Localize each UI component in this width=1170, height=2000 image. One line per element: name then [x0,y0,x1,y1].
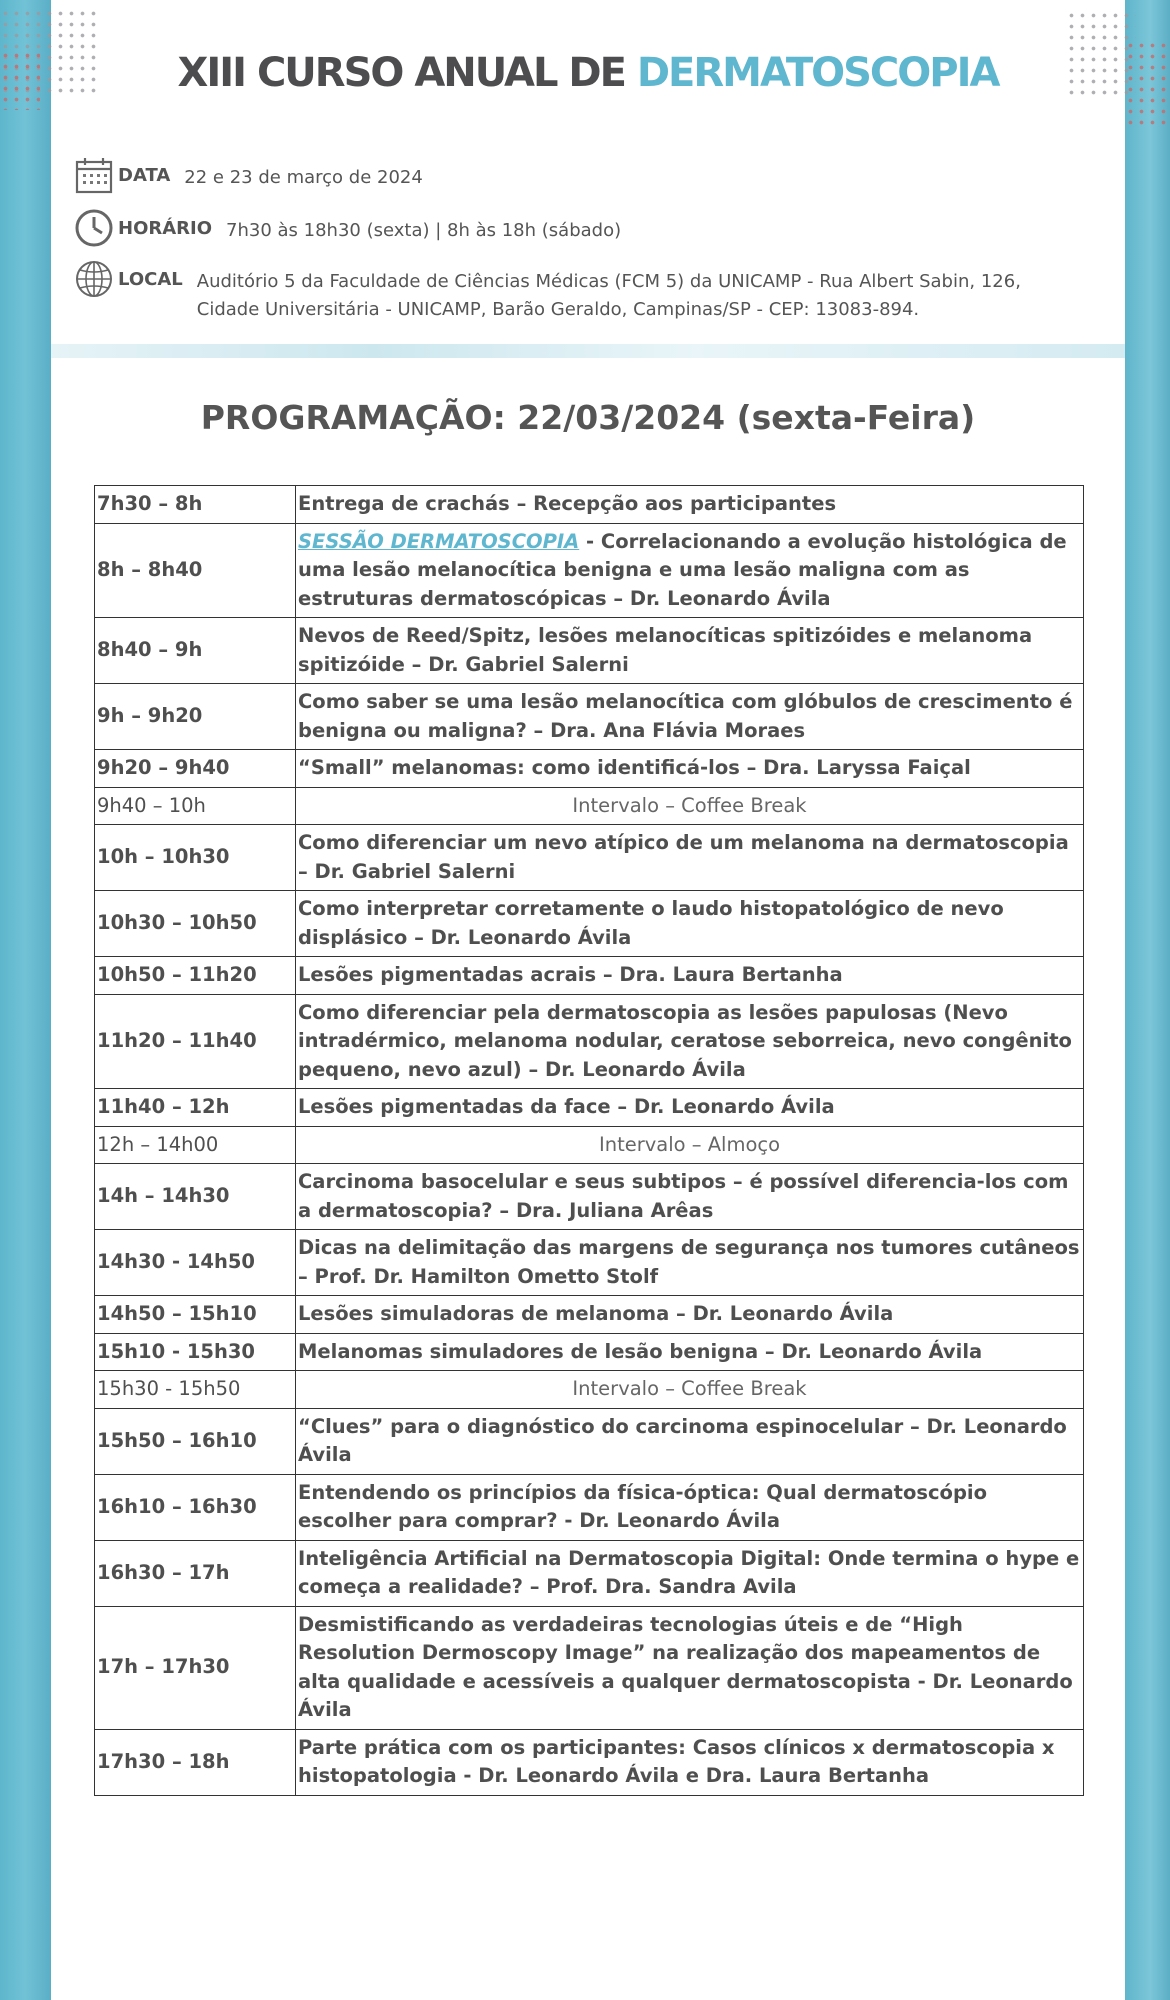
schedule-time: 12h – 14h00 [95,1126,296,1164]
schedule-time: 10h50 – 11h20 [95,957,296,995]
schedule-description: Entendendo os princípios da física-óptica: Qual dermatoscópio escolher para comprar? - Dr. Leonardo Ávila [296,1474,1084,1540]
decorative-dots [1125,40,1170,130]
schedule-row [95,486,1084,524]
location-label: LOCAL [118,269,183,290]
info-location [74,259,1074,324]
schedule-time: 11h20 – 11h40 [95,994,296,1089]
schedule-time: 14h50 – 15h10 [95,1296,296,1334]
location-value: Auditório 5 da Faculdade de Ciências Médicas (FCM 5) da UNICAMP - Rua Albert Sabin, 126, Cidade Universitária - UNICAMP, Barão Geraldo, Campinas/SP - CEP: 13083-894. [196,271,1021,320]
schedule-row [95,1540,1084,1606]
schedule-row [95,1164,1084,1230]
schedule-description: Parte prática com os participantes: Casos clínicos x dermatoscopia x histopatologia - Dr. Leonardo Ávila e Dra. Laura Bertanha [296,1729,1084,1795]
schedule-time: 9h – 9h20 [95,684,296,750]
title-part-1: XIII CURSO ANUAL DE [177,50,625,96]
schedule-description: Intervalo – Coffee Break [296,787,1084,825]
schedule-time: 17h30 – 18h [95,1729,296,1795]
clock-icon [74,208,114,248]
date-value: 22 e 23 de março de 2024 [184,167,423,188]
schedule-time: 8h – 8h40 [95,523,296,618]
schedule-time: 8h40 – 9h [95,618,296,684]
calendar-icon [74,155,114,195]
schedule-time: 10h30 – 10h50 [95,891,296,957]
schedule-description: Nevos de Reed/Spitz, lesões melanocíticas spitizóides e melanoma spitizóide – Dr. Gabriel Salerni [296,618,1084,684]
schedule-description: Entrega de crachás – Recepção aos participantes [296,486,1084,524]
schedule-description: “Clues” para o diagnóstico do carcinoma espinocelular – Dr. Leonardo Ávila [296,1408,1084,1474]
schedule-time: 11h40 – 12h [95,1089,296,1127]
time-value: 7h30 às 18h30 (sexta) | 8h às 18h (sábado) [226,220,622,241]
schedule-description: Inteligência Artificial na Dermatoscopia Digital: Onde termina o hype e começa a realidade? – Prof. Dra. Sandra Avila [296,1540,1084,1606]
schedule-time: 15h10 - 15h30 [95,1333,296,1371]
divider-band [51,344,1125,358]
schedule-time: 14h30 - 14h50 [95,1230,296,1296]
globe-icon [74,259,114,299]
schedule-time: 16h30 – 17h [95,1540,296,1606]
schedule-time: 15h30 - 15h50 [95,1371,296,1409]
schedule-row [95,1333,1084,1371]
schedule-row [95,957,1084,995]
schedule-description: Como diferenciar pela dermatoscopia as lesões papulosas (Nevo intradérmico, melanoma nodular, ceratose seborreica, nevo congênito pequeno, nevo azul) – Dr. Leonardo Ávila [296,994,1084,1089]
schedule-row [95,891,1084,957]
time-label: HORÁRIO [118,218,213,239]
program-heading: PROGRAMAÇÃO: 22/03/2024 (sexta-Feira) [200,398,976,437]
schedule-time: 7h30 – 8h [95,486,296,524]
schedule-description: Como saber se uma lesão melanocítica com glóbulos de crescimento é benigna ou maligna? – Dra. Ana Flávia Moraes [296,684,1084,750]
title-part-2: DERMATOSCOPIA [636,50,999,96]
page-title [51,50,1125,96]
session-link[interactable]: SESSÃO DERMATOSCOPIA [298,529,580,553]
schedule-time: 16h10 – 16h30 [95,1474,296,1540]
schedule-time: 10h – 10h30 [95,825,296,891]
schedule-time: 9h20 – 9h40 [95,750,296,788]
schedule-description: Lesões simuladoras de melanoma – Dr. Leonardo Ávila [296,1296,1084,1334]
schedule-break-row [95,1126,1084,1164]
schedule-row [95,684,1084,750]
schedule-row [95,750,1084,788]
schedule-description: Como diferenciar um nevo atípico de um melanoma na dermatoscopia – Dr. Gabriel Salerni [296,825,1084,891]
schedule-description: Dicas na delimitação das margens de segurança nos tumores cutâneos – Prof. Dr. Hamilton Ometto Stolf [296,1230,1084,1296]
schedule-row [95,1408,1084,1474]
schedule-row [95,1606,1084,1729]
schedule-description: Desmistificando as verdadeiras tecnologias úteis e de “High Resolution Dermoscopy Image” na realização dos mapeamentos de alta qualidade e acessíveis a qualquer dermatoscopista - Dr. Leonardo Ávila [296,1606,1084,1729]
schedule-table [94,485,1084,1796]
schedule-description: Lesões pigmentadas acrais – Dra. Laura Bertanha [296,957,1084,995]
decorative-dots [0,50,40,110]
date-label: DATA [118,165,171,186]
schedule-row [95,523,1084,618]
schedule-row [95,1230,1084,1296]
schedule-description: Carcinoma basocelular e seus subtipos – é possível diferencia-los com a dermatoscopia? – Dra. Juliana Arêas [296,1164,1084,1230]
session-description: - Correlacionando a evolução histológica de uma lesão melanocítica benigna e uma lesão maligna com as estruturas dermatoscópicas – Dr. Leonardo Ávila [298,529,1067,610]
schedule-break-row [95,1371,1084,1409]
schedule-time: 14h – 14h30 [95,1164,296,1230]
schedule-time: 15h50 – 16h10 [95,1408,296,1474]
schedule-description: Como interpretar corretamente o laudo histopatológico de nevo displásico – Dr. Leonardo Ávila [296,891,1084,957]
schedule-row [95,1729,1084,1795]
schedule-row [95,1296,1084,1334]
schedule-description: “Small” melanomas: como identificá-los – Dra. Laryssa Faiçal [296,750,1084,788]
info-time [74,208,621,248]
schedule-row [95,825,1084,891]
info-date [74,155,423,195]
schedule-row [95,1474,1084,1540]
schedule-row [95,994,1084,1089]
schedule-time: 9h40 – 10h [95,787,296,825]
schedule-row [95,618,1084,684]
schedule-description: Lesões pigmentadas da face – Dr. Leonardo Ávila [296,1089,1084,1127]
schedule-description: Intervalo – Coffee Break [296,1371,1084,1409]
schedule-description: Intervalo – Almoço [296,1126,1084,1164]
schedule-description [296,523,1084,618]
schedule-break-row [95,787,1084,825]
schedule-row [95,1089,1084,1127]
schedule-description: Melanomas simuladores de lesão benigna – Dr. Leonardo Ávila [296,1333,1084,1371]
schedule-time: 17h – 17h30 [95,1606,296,1729]
